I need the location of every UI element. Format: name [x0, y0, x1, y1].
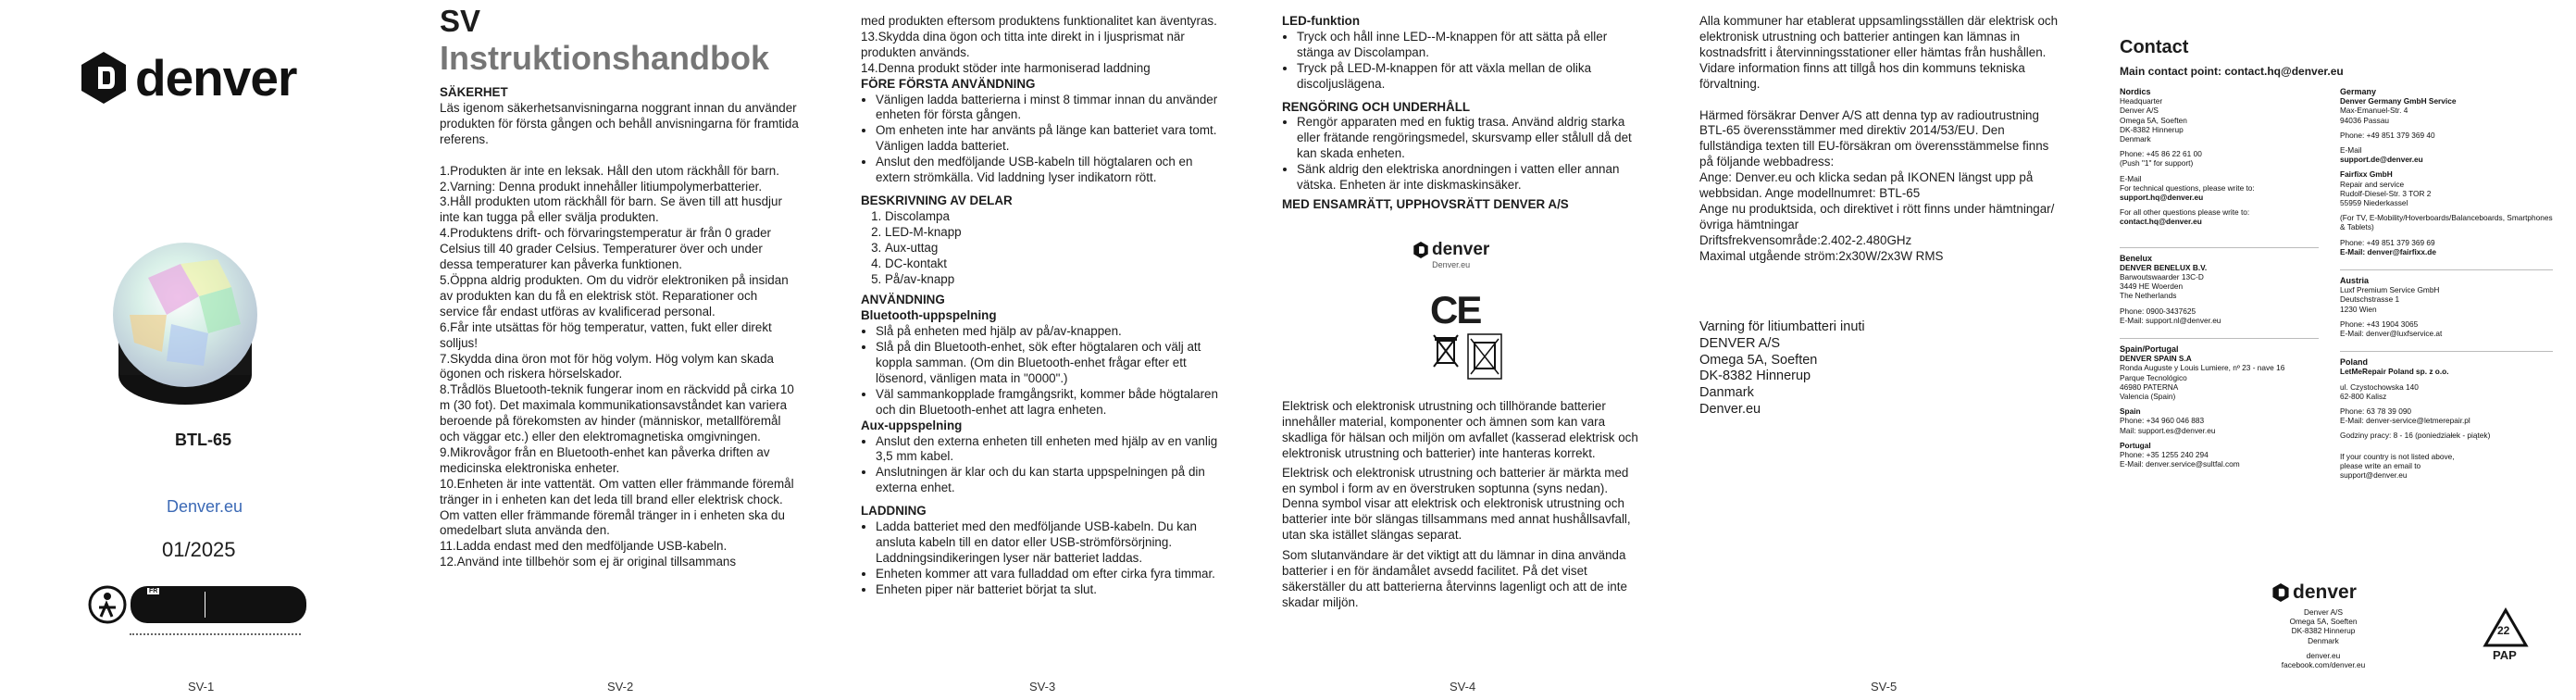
- page-number: SV-2: [607, 680, 634, 694]
- contact-line: please write an email to: [2340, 460, 2421, 470]
- contact-line: Denver Germany GmbH Service: [2340, 96, 2457, 106]
- contact-line: Repair and service: [2340, 179, 2405, 189]
- contact-email[interactable]: E-Mail: denver@fairfixx.de: [2340, 246, 2436, 256]
- fr-badge: FR: [149, 588, 158, 594]
- safety-item: 8.Trådlös Bluetooth-teknik fungerar inom en räckvidd på cirka 10 m (30 fot). Det maximala kommunikationsavståndet kan variera beroende på förekomsten av hinder (människor, metallföremål och väggar etc.) eller den elektromagnetiska omgivningen.: [440, 382, 794, 444]
- list-item: • Anslutningen är klar och du kan starta uppspelningen på din externa enhet.: [876, 465, 1220, 496]
- address-line: DK-8382 Hinnerup: [2291, 626, 2356, 636]
- safety-item: 14.Denna produkt stöder inte harmoniserad laddning: [861, 60, 1151, 75]
- bin-icons: [205, 592, 298, 618]
- contact-line: 46980 PATERNA: [2120, 381, 2179, 392]
- list-item: • Om enheten inte har använts på länge kan batteriet vara tomt. Vänligen ladda batteriet.: [876, 123, 1220, 155]
- safety-item: 3.Håll produkten utom räckhåll för barn. Se även till att husdjur inte kan tugga på eller svälja produkten.: [440, 194, 782, 225]
- contact-line: ul. Czystochowska 140: [2340, 381, 2419, 392]
- list-item: 2. LED-M-knapp: [885, 225, 1220, 241]
- website-link[interactable]: Denver.eu: [167, 497, 243, 516]
- address-line: DK-8382 Hinnerup: [1699, 369, 1811, 384]
- region-heading: Spain/Portugal: [2120, 344, 2179, 355]
- weee-paragraph: Elektrisk och elektronisk utrustning och tillhörande batterier innehåller material, komponenter och ämnen som kan vara skadliga för hälsan och miljön om avfallet (kasserad elektrisk och elektronisk utrustning och batterier) inte hanteras korrekt.: [1282, 399, 1638, 460]
- list-item: • Sänk aldrig den elektriska anordningen i vatten eller annan vätska. Enheten är inte diskmaskinsäker.: [1297, 162, 1641, 194]
- disco-speaker-image: [93, 222, 278, 407]
- denver-logo-icon: [1412, 241, 1429, 259]
- crossed-bin-icon: [1432, 333, 1460, 370]
- pap-recycling-mark: [2483, 607, 2529, 663]
- list-item: • Slå på enheten med hjälp av på/av-knappen.: [876, 324, 1220, 340]
- triman-icon: [88, 585, 127, 624]
- list-item: • Enheten piper när batteriet börjat ta slut.: [876, 582, 1220, 598]
- region-heading: Nordics: [2120, 87, 2151, 96]
- region-heading: Germany: [2340, 87, 2377, 96]
- list-item: • Anslut den externa enheten till enheten med hjälp av en vanlig 3,5 mm kabel.: [876, 434, 1220, 466]
- weee-text: [1282, 399, 1643, 611]
- charging-list: [861, 519, 1220, 598]
- sorting-info-box: [131, 586, 306, 623]
- enduser-paragraph: Som slutanvändare är det viktigt att du lämnar in dina använda batterier i en för ändamålet avsedd facilitet. På det viset säkerställer du att batterierna återvinns lagenligt och att de inte skadar miljön.: [1282, 548, 1627, 609]
- region-heading: Poland: [2340, 357, 2369, 368]
- list-item: • Tryck och håll inne LED--M-knappen för att sätta på eller stänga av Discolampan.: [1297, 30, 1641, 61]
- logo-url: Denver.eu: [1432, 260, 1471, 269]
- list-item: • Rengör apparaten med en fuktig trasa. Använd aldrig starka eller frätande rengöringsmedel, skursvamp eller stålull då det kan skada enheten.: [1297, 115, 1641, 162]
- contact-line: If your country is not listed above,: [2340, 451, 2455, 461]
- footer-address: [2259, 607, 2388, 669]
- page-number: SV-4: [1450, 680, 1476, 694]
- safety-continuation: med produkten eftersom produktens funktionalitet kan äventyras.: [861, 14, 1217, 28]
- battery-bin-icon: [1467, 333, 1502, 380]
- contact-line: Omega 5A, Soeften: [2120, 115, 2187, 125]
- address-line: Denmark: [2308, 635, 2339, 645]
- contact-email[interactable]: E-Mail: denver.service@sultfal.com: [2120, 459, 2240, 469]
- language-code: SV: [440, 4, 481, 38]
- contact-line: The Netherlands: [2120, 291, 2177, 301]
- bluetooth-list: [861, 324, 1220, 418]
- page-number: SV-5: [1871, 680, 1898, 694]
- safety-heading: SÄKERHET: [440, 85, 508, 99]
- contact-line: Max-Emanuel-Str. 4: [2340, 106, 2408, 116]
- safety-text: [440, 85, 799, 570]
- cover-panel: [0, 0, 398, 700]
- contact-line: E-Mail: [2340, 145, 2362, 156]
- region-heading: Austria: [2340, 276, 2370, 286]
- contact-line: Parque Tecnológico: [2120, 372, 2187, 382]
- maintenance-panel: [1282, 0, 1652, 700]
- contact-line: Luxf Premium Service GmbH: [2340, 285, 2440, 295]
- issue-date: 01/2025: [162, 538, 236, 561]
- led-list: [1282, 30, 1641, 93]
- contact-line: Phone: +49 851 379 369 40: [2340, 130, 2435, 140]
- safety-item: 9.Mikrovågor från en Bluetooth-enhet kan påverka driften av medicinska elektroniska enheter.: [440, 444, 770, 475]
- usage-heading: ANVÄNDNING: [861, 293, 945, 307]
- contact-line: Spain: [2120, 406, 2141, 417]
- battery-warning: Varning för litiumbatteri inuti: [1699, 319, 1865, 334]
- list-item: • Ladda batteriet med den medföljande USB-kabeln. Du kan ansluta kabeln till en dator eller USB-strömförsörjning. Laddningsindikeringen lyser när batteriet laddas.: [876, 519, 1220, 567]
- list-item: • Slå på din Bluetooth-enhet, sök efter högtalaren och välj att koppla samman. (Om din Bluetooth-enhet frågar efter ett lösenord, vänligen mata in "0000".): [876, 340, 1220, 387]
- address-block: [1699, 319, 2060, 419]
- contact-line: Deutschstrasse 1: [2340, 294, 2400, 305]
- small-denver-logo: [1412, 240, 1489, 269]
- address-line: Danmark: [1699, 385, 1754, 401]
- contact-line: 94036 Passau: [2340, 115, 2390, 125]
- contact-line: LetMeRepair Poland sp. z o.o.: [2340, 367, 2449, 377]
- contact-email[interactable]: support.de@denver.eu: [2340, 155, 2423, 165]
- safety-item: 10.Enheten är inte vattentät. Om vatten eller främmande föremål tränger in i enheten kan det leda till brand eller elektrisk chock. Om vatten eller främmande föremål tränger in i enheten ska du omedelbart sluta använda den.: [440, 476, 794, 538]
- main-contact: Main contact point: contact.hq@denver.eu: [2120, 65, 2344, 78]
- footer-denver-logo: [2271, 581, 2357, 604]
- safety-item: 5.Öppna aldrig produkten. Om du vidrör elektroniken på insidan av produkten kan du få en elektrisk stöt. Reparationer och service får endast utföras av kvalificerad personal.: [440, 272, 789, 319]
- denver-logo-text: denver: [2293, 581, 2357, 603]
- parts-list: [861, 209, 1220, 288]
- recycling-badge: [88, 580, 310, 630]
- declaration-text: [1699, 14, 2060, 265]
- contact-email[interactable]: E-Mail: denver@luxfservice.at: [2340, 329, 2443, 339]
- frequency-range: Driftsfrekvensområde:2.402-2.480GHz: [1699, 232, 1912, 247]
- list-item: • Enheten kommer att vara fulladdad om efter cirka fyra timmar.: [876, 567, 1220, 582]
- list-item: 3. Aux-uttag: [885, 241, 1220, 256]
- usage-panel: [861, 0, 1231, 700]
- declaration-paragraph: Härmed försäkrar Denver A/S att denna typ av radioutrustning BTL-65 överensstämmer med direktiv 2014/53/EU. Den fullständiga texten till EU-försäkran om överensstämmelse finns på följande webbadress:: [1699, 107, 2049, 169]
- parts-heading: BESKRIVNING AV DELAR: [861, 193, 1013, 207]
- manual-title: Instruktionshandbok: [440, 39, 770, 77]
- safety-item: 4.Produktens drift- och förvaringstemperatur är från 0 grader Celsius till 40 grader Celsius. Temperaturer över och under dessa temperaturer kan påverka funktionen.: [440, 226, 771, 272]
- contact-email[interactable]: Mail: support.es@denver.eu: [2120, 425, 2216, 435]
- address-line: Denver.eu: [1699, 401, 1761, 417]
- contact-line: For all other questions please write to:: [2120, 207, 2250, 218]
- max-output-power: Maximal utgående ström:2x30W/2x3W RMS: [1699, 248, 1944, 263]
- contact-line: Ronda Auguste y Louis Lumiere, nº 23 - nave 16: [2120, 363, 2285, 373]
- address-link[interactable]: facebook.com/denver.eu: [2281, 660, 2366, 670]
- contact-email[interactable]: E-Mail: denver-service@letmerepair.pl: [2340, 416, 2470, 426]
- list-item: • Anslut den medföljande USB-kabeln till högtalaren och en extern strömkälla. Vid laddning lyser indikatorn rött.: [876, 155, 1220, 186]
- denver-logo-icon: [2271, 582, 2290, 603]
- address-line: DENVER A/S: [1699, 335, 1781, 351]
- contact-email[interactable]: E-Mail: support.nl@denver.eu: [2120, 315, 2221, 325]
- contact-line: 1230 Wien: [2340, 304, 2377, 314]
- contact-email[interactable]: support@denver.eu: [2340, 470, 2408, 481]
- contact-line: (Push "1" for support): [2120, 158, 2194, 169]
- contact-line: E-Mail: [2120, 173, 2142, 183]
- page-number: SV-1: [188, 680, 215, 694]
- contact-email[interactable]: contact.hq@denver.eu: [2120, 217, 2202, 227]
- badge-caption: [130, 633, 301, 643]
- list-item: • Vänligen ladda batterierna i minst 8 timmar innan du använder enheten för första gången.: [876, 93, 1220, 124]
- contact-panel: [2120, 0, 2564, 700]
- contact-line: Denver A/S: [2120, 106, 2159, 116]
- contact-line: Rudolf-Diesel-Str. 3 TOR 2: [2340, 188, 2432, 198]
- contact-line: Phone: 63 78 39 090: [2340, 406, 2412, 417]
- address-link[interactable]: denver.eu: [2306, 650, 2341, 660]
- contact-line: Barwoutswaarder 13C-D: [2120, 272, 2204, 282]
- copyright-notice: MED ENSAMRÄTT, UPPHOVSRÄTT DENVER A/S: [1282, 196, 1569, 211]
- instruction-paragraph-2: Ange nu produktsida, och direktivet i rött finns under hämtningar/övriga hämtningar: [1699, 201, 2055, 231]
- contact-line: DENVER SPAIN S.A: [2120, 354, 2192, 364]
- contact-email[interactable]: support.hq@denver.eu: [2120, 193, 2204, 203]
- address-line: Omega 5A, Soeften: [1699, 352, 1818, 368]
- contact-line: Denmark: [2120, 134, 2151, 144]
- safety-item: 6.Får inte utsättas för hög temperatur, vatten, fukt eller direkt solljus!: [440, 319, 772, 350]
- contact-line: DK-8382 Hinnerup: [2120, 124, 2184, 134]
- address-line: Omega 5A, Soeften: [2289, 617, 2358, 627]
- contact-line: 62-800 Kalisz: [2340, 391, 2387, 401]
- contact-line: (For TV, E-Mobility/Hoverboards/Balanceboards, Smartphones & Tablets): [2340, 213, 2553, 232]
- contact-line: Headquarter: [2120, 96, 2163, 106]
- instruction-paragraph: Ange: Denver.eu och klicka sedan på IKONEN längst upp på webbsidan. Ange modellnumret: BTL-65: [1699, 170, 2034, 201]
- ce-mark: CE: [1430, 288, 1481, 331]
- denver-logo-text: denver: [1432, 240, 1490, 259]
- contact-left-column: [2120, 87, 2319, 469]
- maintenance-text-top: [1282, 14, 1641, 213]
- symbol-paragraph: Elektrisk och elektronisk utrustning och batterier är märkta med en symbol i form av en överstruken soptunna (syns nedan). Denna symbol visar att elektrisk och elektronisk utrustning och batterier inte bör slängas tillsammans med annat hushållsavfall, utan ska istället slängas separat.: [1282, 465, 1631, 543]
- contact-line: Phone: +35 1255 240 294: [2120, 450, 2209, 460]
- bluetooth-heading: Bluetooth-uppspelning: [861, 308, 997, 323]
- contact-line: Phone: +43 1904 3065: [2340, 319, 2419, 329]
- contact-line: DENVER BENELUX B.V.: [2120, 262, 2208, 272]
- led-heading: LED-funktion: [1282, 14, 1361, 28]
- cleaning-heading: RENGÖRING OCH UNDERHÅLL: [1282, 99, 1471, 114]
- contact-line: Phone: +34 960 046 883: [2120, 416, 2205, 426]
- safety-item: 11.Ladda endast med den medföljande USB-kabeln.: [440, 539, 728, 554]
- list-item: 4. DC-kontakt: [885, 256, 1220, 272]
- model-number: BTL-65: [175, 431, 232, 449]
- contact-right-column: [2340, 87, 2553, 480]
- safety-item: 13.Skydda dina ögon och titta inte direkt in i ljusprismat när produkten används.: [861, 29, 1185, 59]
- contact-line: For technical questions, please write to:: [2120, 182, 2255, 193]
- list-item: • Tryck på LED-M-knappen för att växla mellan de olika discoljuslägena.: [1297, 61, 1641, 93]
- safety-item: 7.Skydda dina öron mot för hög volym. Hög volym kan skada ögonen och riskera hörselskador.: [440, 351, 774, 381]
- collection-paragraph: Alla kommuner har etablerat uppsamlingsställen där elektrisk och elektronisk utrustning och batterier antingen kan lämnas in kostnadsfritt i återvinningsstationer eller hämtas från hushållen. Vidare information finns att tillgå hos din kommuns tekniska förvaltning.: [1699, 14, 2059, 91]
- cleaning-list: [1282, 115, 1641, 194]
- before-use-heading: FÖRE FÖRSTA ANVÄNDNING: [861, 76, 1036, 91]
- safety-intro: Läs igenom säkerhetsanvisningarna noggrant innan du använder produkten för första gången och behåll anvisningarna för framtida referens.: [440, 100, 799, 146]
- list-item: • Väl sammankopplade framgångsrikt, kommer både högtalaren och din Bluetooth-enhet att lagra enheten.: [876, 387, 1220, 419]
- safety-panel: [440, 0, 810, 700]
- aux-list: [861, 434, 1220, 497]
- before-use-list: [861, 93, 1220, 186]
- contact-line: Fairfixx GmbH: [2340, 169, 2393, 180]
- page-number: SV-3: [1029, 680, 1056, 694]
- denver-logo: [78, 48, 296, 107]
- contact-line: Phone: +45 86 22 61 00: [2120, 149, 2202, 159]
- contact-line: Portugal: [2120, 440, 2151, 450]
- list-item: 1. Discolampa: [885, 209, 1220, 225]
- charging-heading: LADDNING: [861, 504, 927, 519]
- region-heading: Benelux: [2120, 253, 2153, 263]
- denver-logo-text: denver: [135, 49, 297, 106]
- contact-line: 3449 HE Woerden: [2120, 281, 2184, 292]
- declaration-panel: [1699, 0, 2070, 700]
- contact-line: Phone: 0900-3437625: [2120, 306, 2196, 316]
- pap-label: PAP: [2493, 648, 2517, 662]
- contact-line: Godziny pracy: 8 - 16 (poniedziałek - piątek): [2340, 431, 2491, 441]
- contact-line: Phone: +49 851 379 369 69: [2340, 237, 2435, 247]
- safety-item: 1.Produkten är inte en leksak. Håll den utom räckhåll för barn.: [440, 163, 779, 178]
- aux-heading: Aux-uppspelning: [861, 418, 963, 432]
- contact-title: Contact: [2120, 37, 2189, 57]
- usage-text: [861, 14, 1220, 598]
- address-line: Denver A/S: [2304, 607, 2343, 617]
- safety-item: 2.Varning: Denna produkt innehåller litiumpolymerbatterier.: [440, 179, 763, 194]
- list-item: 5. På/av-knapp: [885, 272, 1220, 288]
- contact-line: 55959 Niederkassel: [2340, 198, 2408, 208]
- contact-line: Valencia (Spain): [2120, 392, 2176, 402]
- nordics-lines: [2120, 96, 2319, 226]
- safety-item: 12.Använd inte tillbehör som ej är original tillsammans: [440, 555, 737, 569]
- pap-code: 22: [2497, 624, 2510, 637]
- denver-logo-icon: [78, 50, 130, 106]
